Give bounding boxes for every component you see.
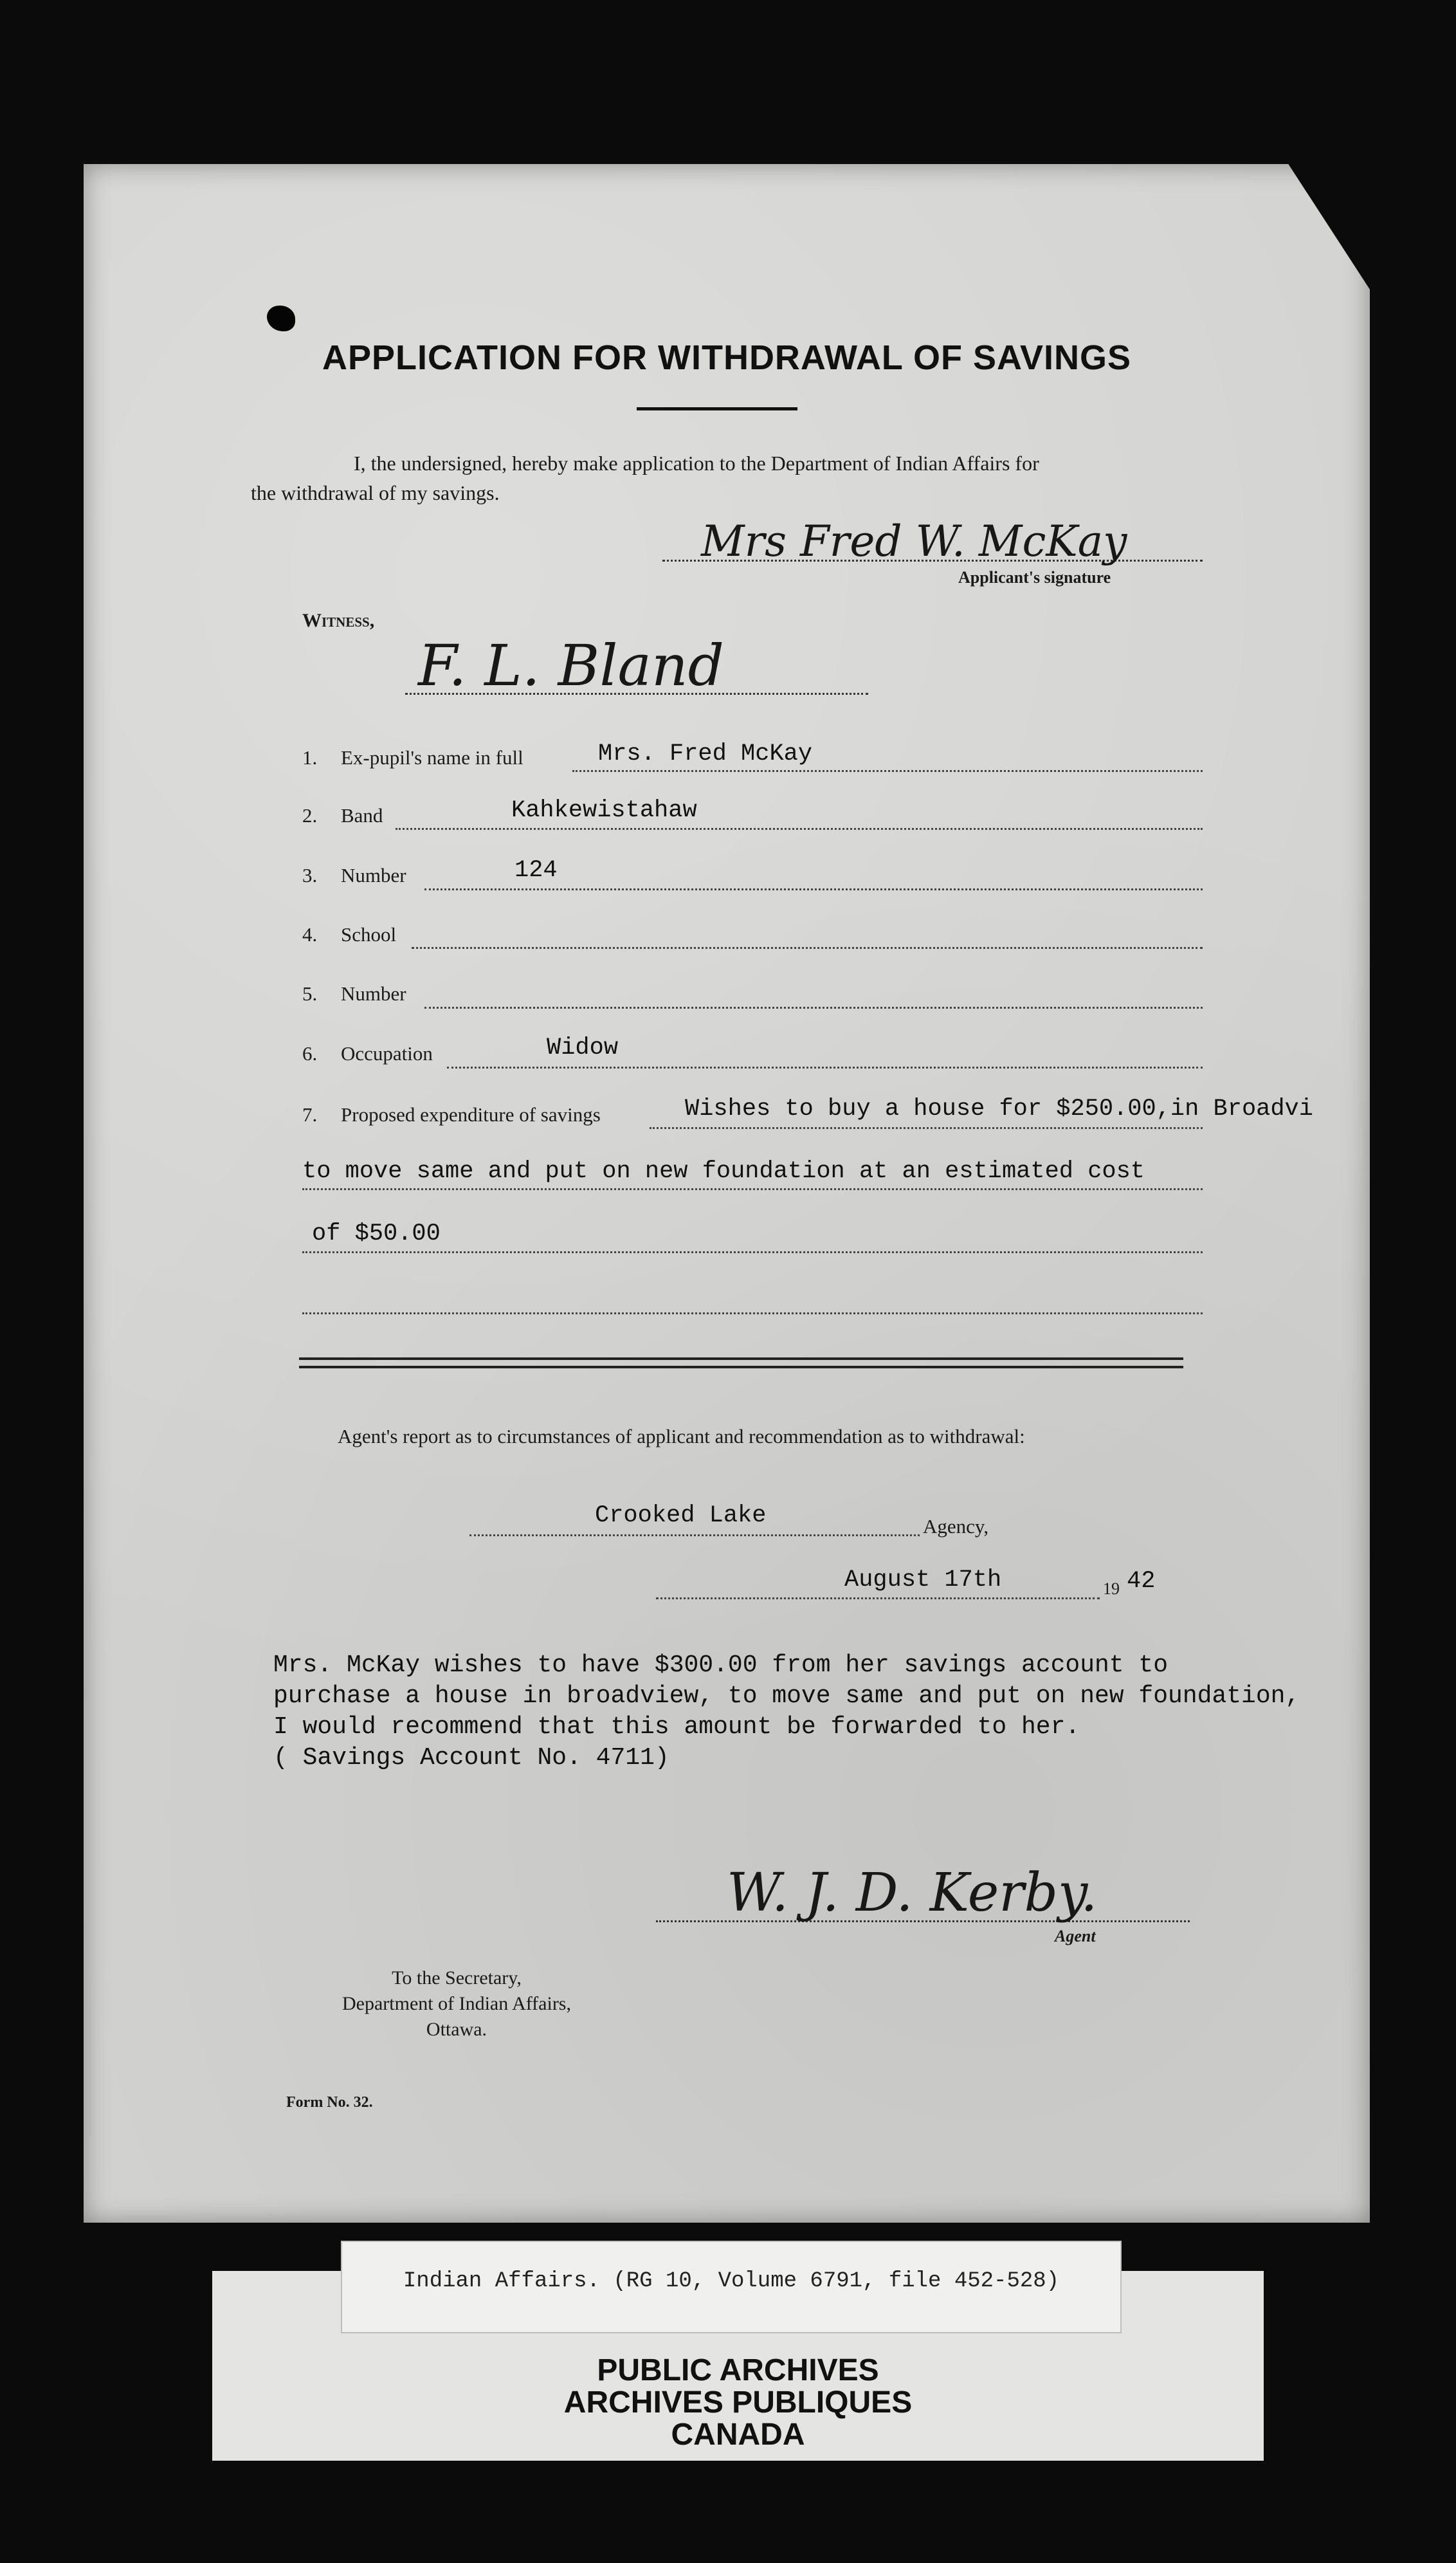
- addressee-line-2: Department of Indian Affairs,: [341, 1993, 571, 2014]
- addressee-line-3: Ottawa.: [426, 2019, 487, 2040]
- field-7-label: Proposed expenditure of savings: [341, 1103, 601, 1126]
- field-7-line-2: [302, 1188, 1203, 1190]
- field-6-label: Occupation: [341, 1042, 433, 1065]
- folded-corner: [1288, 163, 1371, 291]
- field-5-label: Number: [341, 982, 406, 1005]
- field-6-line: [447, 1067, 1203, 1069]
- date-line: [656, 1597, 1100, 1599]
- archive-reference: Indian Affairs. (RG 10, Volume 6791, file 452-528): [403, 2269, 1060, 2293]
- field-2-label: Band: [341, 804, 383, 827]
- agent-report-text: Mrs. McKay wishes to have $300.00 from her savings account to purchase a house in broadview, to move same and put on new foundation, I would recommend that this amount be forwarded to her. ( Savings Account No. 4711): [273, 1651, 1300, 1772]
- intro-line-1: I, the undersigned, hereby make application to the Department of Indian Affairs for: [354, 452, 1039, 475]
- agency-label: Agency,: [923, 1515, 989, 1538]
- field-7-line-1: [650, 1127, 1203, 1129]
- witness-signature: F. L. Bland: [418, 632, 724, 699]
- ink-blot: [267, 306, 295, 331]
- field-5-line: [424, 1007, 1203, 1009]
- agent-signature-label: Agent: [1055, 1927, 1096, 1945]
- field-7-value-line-3: of $50.00: [312, 1220, 441, 1247]
- field-row-5: 5. Number: [302, 982, 406, 1005]
- archive-reference-slip: [341, 2241, 1122, 2333]
- field-2-line: [396, 828, 1203, 830]
- field-4-label: School: [341, 923, 397, 946]
- field-7-value-line-2: to move same and put on new foundation at an estimated cost: [302, 1158, 1145, 1185]
- applicant-signature-label: Applicant's signature: [958, 568, 1111, 587]
- section-divider: [299, 1357, 1183, 1368]
- field-3-label: Number: [341, 864, 406, 886]
- agency-value: Crooked Lake: [595, 1502, 767, 1529]
- date-value: August 17th: [844, 1566, 1002, 1594]
- field-1-label: Ex-pupil's name in full: [341, 746, 523, 769]
- field-row-6: 6. Occupation: [302, 1042, 433, 1065]
- witness-label: Witness,: [302, 610, 375, 631]
- field-row-4: 4. School: [302, 923, 397, 946]
- field-row-7: 7. Proposed expenditure of savings: [302, 1103, 601, 1126]
- document-page: [84, 164, 1370, 2223]
- field-row-2: 2. Band: [302, 804, 383, 827]
- year-prefix: 19: [1103, 1579, 1120, 1598]
- intro-line-2: the withdrawal of my savings.: [251, 481, 500, 504]
- applicant-signature: Mrs Fred W. McKay: [701, 517, 1127, 566]
- field-7-value-line-1: Wishes to buy a house for $250.00,in Broadvi: [685, 1096, 1313, 1123]
- archive-line-1: PUBLIC ARCHIVES: [597, 2353, 879, 2387]
- field-1-value: Mrs. Fred McKay: [598, 740, 813, 767]
- form-title: APPLICATION FOR WITHDRAWAL OF SAVINGS: [322, 338, 1131, 377]
- field-2-value: Kahkewistahaw: [511, 797, 697, 824]
- agency-line: [469, 1534, 920, 1536]
- field-row-3: 3. Number: [302, 864, 406, 886]
- archive-stamp: [212, 2355, 1264, 2451]
- form-number: Form No. 32.: [286, 2094, 373, 2111]
- field-1-line: [572, 770, 1203, 772]
- title-underline: [637, 407, 797, 410]
- field-row-1: 1. Ex-pupil's name in full: [302, 746, 523, 769]
- field-7-line-3: [302, 1251, 1203, 1253]
- archive-line-2: ARCHIVES PUBLIQUES: [563, 2385, 913, 2420]
- field-7-line-4: [302, 1312, 1203, 1314]
- agent-signature: W. J. D. Kerby.: [727, 1862, 1098, 1924]
- archive-line-3: CANADA: [671, 2418, 805, 2452]
- addressee-block: [296, 1965, 617, 2043]
- field-3-line: [424, 888, 1203, 890]
- addressee-line-1: To the Secretary,: [392, 1967, 522, 1989]
- field-3-value: 124: [514, 857, 558, 884]
- field-6-value: Widow: [547, 1034, 619, 1061]
- year-suffix: 42: [1127, 1568, 1156, 1595]
- agent-report-label: Agent's report as to circumstances of applicant and recommendation as to withdrawal:: [338, 1425, 1025, 1447]
- field-4-line: [412, 947, 1203, 949]
- intro-paragraph: [251, 448, 1203, 508]
